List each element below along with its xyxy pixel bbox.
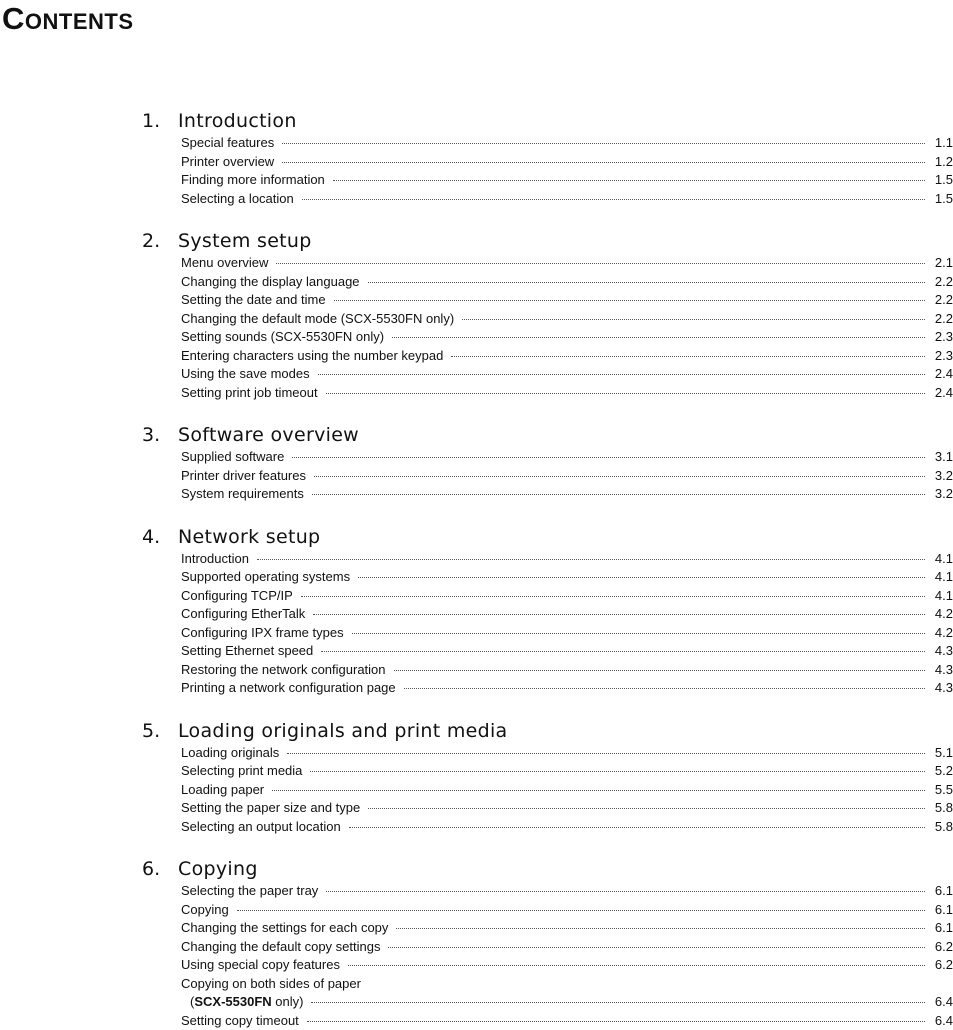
toc-entry[interactable] <box>181 448 953 467</box>
toc-entry-label-continued <box>190 993 303 1012</box>
dot-leader <box>396 928 925 929</box>
dot-leader <box>311 1002 925 1003</box>
toc-entry-label: Finding more information <box>181 171 325 190</box>
toc-entry-label: System requirements <box>181 485 304 504</box>
chapter-number: 4. <box>142 524 178 550</box>
toc-entry-page: 2.2 <box>931 273 953 292</box>
chapter-number: 6. <box>142 856 178 882</box>
chapter-heading[interactable] <box>142 108 953 134</box>
toc-entry-label: Setting copy timeout <box>181 1012 299 1030</box>
toc-entry-label: Setting sounds (SCX-5530FN only) <box>181 328 384 347</box>
toc-entry-label: Changing the default copy settings <box>181 938 380 957</box>
toc-entry-label: Changing the settings for each copy <box>181 919 388 938</box>
chapter-heading[interactable] <box>142 524 953 550</box>
toc-entry-multiline[interactable] <box>181 975 953 1012</box>
toc-entry-label: Changing the default mode (SCX-5530FN only) <box>181 310 454 329</box>
dot-leader <box>257 559 925 560</box>
dot-leader <box>282 162 925 163</box>
toc-entry-page: 5.5 <box>931 781 953 800</box>
dot-leader <box>307 1021 925 1022</box>
toc-entry[interactable] <box>181 901 953 920</box>
toc-entry[interactable] <box>181 919 953 938</box>
toc-entry[interactable] <box>181 781 953 800</box>
toc-entry-page: 6.1 <box>931 919 953 938</box>
toc-entry-label: Changing the display language <box>181 273 360 292</box>
toc-entry[interactable] <box>181 273 953 292</box>
toc-entry-page: 5.8 <box>931 818 953 837</box>
chapter-number: 5. <box>142 718 178 744</box>
dot-leader <box>368 282 925 283</box>
chapter-heading[interactable] <box>142 856 953 882</box>
dot-leader <box>312 494 925 495</box>
dot-leader <box>404 688 925 689</box>
toc-entry-page: 6.2 <box>931 938 953 957</box>
toc-entry-page: 2.2 <box>931 310 953 329</box>
dot-leader <box>388 947 925 948</box>
toc-entry-label: Printing a network configuration page <box>181 679 396 698</box>
toc-entry-label: Setting Ethernet speed <box>181 642 313 661</box>
toc-entry-page: 2.4 <box>931 384 953 403</box>
dot-leader <box>326 393 925 394</box>
dot-leader <box>394 670 925 671</box>
toc-entry-label: Supplied software <box>181 448 284 467</box>
chapter-4 <box>142 524 953 698</box>
toc-entry[interactable] <box>181 171 953 190</box>
toc-entry-page: 5.1 <box>931 744 953 763</box>
page-title: Contents <box>2 0 134 38</box>
toc-entry-page: 2.2 <box>931 291 953 310</box>
toc-entry-label: Menu overview <box>181 254 268 273</box>
chapter-title: Loading originals and print media <box>178 718 508 744</box>
toc-entry-page: 5.2 <box>931 762 953 781</box>
toc-entry-label: Configuring TCP/IP <box>181 587 293 606</box>
toc-entry[interactable] <box>181 134 953 153</box>
toc-entry-page: 6.1 <box>931 882 953 901</box>
chapter-6 <box>142 856 953 1030</box>
dot-leader <box>358 577 925 578</box>
chapter-1 <box>142 108 953 208</box>
chapter-title: Copying <box>178 856 258 882</box>
dot-leader <box>318 374 925 375</box>
toc-entry-label: Copying <box>181 901 229 920</box>
toc-entry[interactable] <box>181 365 953 384</box>
toc-entry[interactable] <box>181 956 953 975</box>
dot-leader <box>287 753 925 754</box>
toc-entry-page: 6.4 <box>931 1012 953 1030</box>
toc-entry[interactable] <box>181 938 953 957</box>
toc-entry[interactable] <box>181 467 953 486</box>
dot-leader <box>272 790 925 791</box>
toc-entry[interactable] <box>181 310 953 329</box>
toc-entry-label: Printer overview <box>181 153 274 172</box>
dot-leader <box>302 199 925 200</box>
toc-entry-page: 2.3 <box>931 328 953 347</box>
paren-open: ( <box>190 994 194 1009</box>
toc-entry[interactable] <box>181 254 953 273</box>
toc-entry[interactable] <box>181 605 953 624</box>
chapter-number: 2. <box>142 228 178 254</box>
toc-entry-label: Supported operating systems <box>181 568 350 587</box>
dot-leader <box>321 651 925 652</box>
toc-entry-label: Loading originals <box>181 744 279 763</box>
toc-entry-page: 3.2 <box>931 467 953 486</box>
toc-entry-page: 3.2 <box>931 485 953 504</box>
chapter-title: Software overview <box>178 422 359 448</box>
toc-entry-page: 6.4 <box>931 993 953 1012</box>
dot-leader <box>314 476 925 477</box>
dot-leader <box>348 965 925 966</box>
dot-leader <box>276 263 925 264</box>
chapter-heading[interactable] <box>142 422 953 448</box>
toc-entry[interactable] <box>181 587 953 606</box>
dot-leader <box>334 300 925 301</box>
toc-entry-label: Selecting an output location <box>181 818 341 837</box>
toc-entry-label: Selecting a location <box>181 190 294 209</box>
label-rest: only) <box>272 994 304 1009</box>
toc-entry[interactable] <box>181 485 953 504</box>
chapter-number: 3. <box>142 422 178 448</box>
toc-entry[interactable] <box>181 153 953 172</box>
toc-entry[interactable] <box>181 624 953 643</box>
toc-entry-page: 4.3 <box>931 642 953 661</box>
dot-leader <box>326 891 925 892</box>
dot-leader <box>392 337 925 338</box>
toc-entry-page: 1.2 <box>931 153 953 172</box>
toc-entry-label: Configuring EtherTalk <box>181 605 305 624</box>
chapter-3 <box>142 422 953 504</box>
toc-entry-label: Selecting print media <box>181 762 302 781</box>
toc-entry-page: 2.1 <box>931 254 953 273</box>
dot-leader <box>310 771 925 772</box>
dot-leader <box>282 143 925 144</box>
toc-entry-label: Loading paper <box>181 781 264 800</box>
dot-leader <box>352 633 925 634</box>
toc-entry[interactable] <box>181 550 953 569</box>
toc-entry[interactable] <box>181 744 953 763</box>
toc-entry[interactable] <box>181 661 953 680</box>
toc-entry-label: Setting the date and time <box>181 291 326 310</box>
dot-leader <box>301 596 925 597</box>
dot-leader <box>451 356 925 357</box>
toc-entry-label: Copying on both sides of paper <box>181 975 953 994</box>
toc-entry-label: Configuring IPX frame types <box>181 624 344 643</box>
chapter-5 <box>142 718 953 837</box>
chapter-2 <box>142 228 953 402</box>
toc-entry[interactable] <box>181 799 953 818</box>
toc-entry-page: 1.1 <box>931 134 953 153</box>
toc-entry[interactable] <box>181 642 953 661</box>
toc-entry-page: 5.8 <box>931 799 953 818</box>
toc-entry-page: 4.1 <box>931 550 953 569</box>
toc-entry-label: Setting print job timeout <box>181 384 318 403</box>
dot-leader <box>368 808 925 809</box>
toc-entry[interactable] <box>181 190 953 209</box>
toc-entry-label: Selecting the paper tray <box>181 882 318 901</box>
table-of-contents <box>142 108 953 1030</box>
chapter-title: Network setup <box>178 524 320 550</box>
toc-entry-page: 4.1 <box>931 568 953 587</box>
toc-entry-label: Setting the paper size and type <box>181 799 360 818</box>
chapter-title: Introduction <box>178 108 297 134</box>
dot-leader <box>237 910 925 911</box>
toc-entry-label: Using the save modes <box>181 365 310 384</box>
toc-entry-page: 4.1 <box>931 587 953 606</box>
toc-entry[interactable] <box>181 384 953 403</box>
toc-entry[interactable] <box>181 291 953 310</box>
dot-leader <box>462 319 925 320</box>
toc-entry-label: Using special copy features <box>181 956 340 975</box>
toc-entry-page: 4.2 <box>931 624 953 643</box>
dot-leader <box>349 827 925 828</box>
toc-entry-page: 1.5 <box>931 190 953 209</box>
toc-entry[interactable] <box>181 347 953 366</box>
toc-entry-page: 4.3 <box>931 679 953 698</box>
toc-entry-page: 1.5 <box>931 171 953 190</box>
toc-entry-page: 2.4 <box>931 365 953 384</box>
chapter-heading[interactable] <box>142 228 953 254</box>
toc-entry-label: Introduction <box>181 550 249 569</box>
toc-entry-label: Printer driver features <box>181 467 306 486</box>
toc-entry-page: 3.1 <box>931 448 953 467</box>
dot-leader <box>333 180 925 181</box>
toc-entry[interactable] <box>181 568 953 587</box>
toc-entry[interactable] <box>181 328 953 347</box>
toc-entry-page: 4.3 <box>931 661 953 680</box>
toc-entry-page: 6.2 <box>931 956 953 975</box>
chapter-title: System setup <box>178 228 312 254</box>
toc-entry[interactable] <box>181 762 953 781</box>
dot-leader <box>292 457 925 458</box>
toc-entry[interactable] <box>181 818 953 837</box>
toc-entry[interactable] <box>181 1012 953 1030</box>
toc-entry-page: 4.2 <box>931 605 953 624</box>
toc-entry-label: Restoring the network configuration <box>181 661 386 680</box>
toc-entry[interactable] <box>181 679 953 698</box>
toc-entry-label: Entering characters using the number keypad <box>181 347 443 366</box>
dot-leader <box>313 614 925 615</box>
toc-entry[interactable] <box>181 882 953 901</box>
toc-entry-page: 6.1 <box>931 901 953 920</box>
chapter-heading[interactable] <box>142 718 953 744</box>
toc-entry-page: 2.3 <box>931 347 953 366</box>
model-name: SCX-5530FN <box>194 994 271 1009</box>
toc-entry-label: Special features <box>181 134 274 153</box>
chapter-number: 1. <box>142 108 178 134</box>
